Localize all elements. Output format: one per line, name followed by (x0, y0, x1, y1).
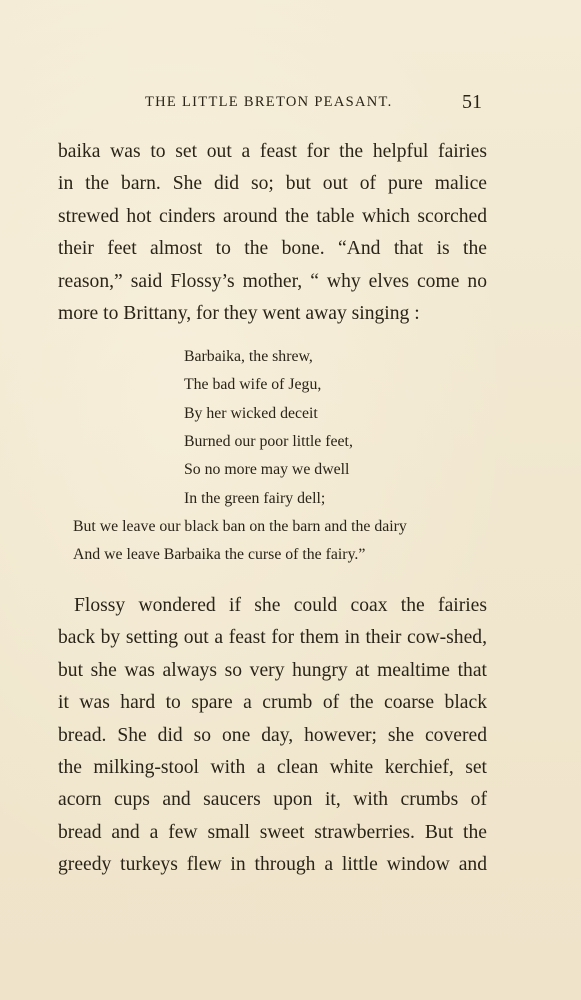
running-head (0, 91, 581, 114)
paragraph-1 (58, 136, 487, 330)
paragraph-2 (58, 590, 487, 882)
verse-line: The bad wife of Jegu, (184, 376, 322, 394)
text-line: their feet almost to the bone. “And that is the (58, 238, 487, 260)
running-title: THE LITTLE BRETON PEASANT. (145, 94, 393, 110)
text-line: back by setting out a feast for them in their cow-shed, (58, 627, 487, 649)
verse-line: Burned our poor little feet, (184, 432, 353, 450)
page-number: 51 (462, 91, 482, 113)
text-line: more to Brittany, for they went away singing : (58, 302, 420, 324)
text-line: greedy turkeys flew in through a little window and (58, 854, 487, 876)
text-line: acorn cups and saucers upon it, with crumbs of (58, 789, 487, 811)
text-line: bread and a few small sweet strawberries. But the (58, 821, 487, 843)
verse-line: By her wicked deceit (184, 404, 318, 422)
text-line: Flossy wondered if she could coax the fairies (74, 595, 487, 616)
verse-line: So no more may we dwell (184, 461, 350, 479)
text-line: but she was always so very hungry at mealtime that (58, 659, 487, 681)
text-line: baika was to set out a feast for the helpful fairies (58, 141, 487, 162)
verse-line: Barbaika, the shrew, (184, 348, 313, 365)
text-line: strewed hot cinders around the table which scorched (58, 205, 487, 227)
text-line: reason,” said Flossy’s mother, “ why elves come no (58, 270, 487, 292)
verse-line: And we leave Barbaika the curse of the fairy.” (73, 546, 366, 564)
text-line: in the barn. She did so; but out of pure malice (58, 173, 487, 195)
text-line: bread. She did so one day, however; she covered (58, 724, 487, 746)
verse-line: In the green fairy dell; (184, 489, 326, 507)
text-line: the milking-stool with a clean white kerchief, set (58, 756, 487, 778)
verse-line: But we leave our black ban on the barn and the dairy (73, 517, 407, 535)
text-line: it was hard to spare a crumb of the coarse black (58, 692, 487, 714)
